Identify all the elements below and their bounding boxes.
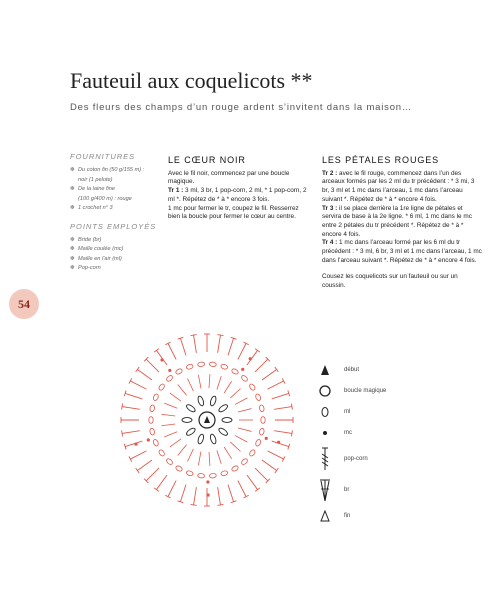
end-triangle-icon bbox=[318, 510, 332, 522]
supply-item: (100 g/400 m) : rouge bbox=[78, 195, 132, 202]
stitch-mark bbox=[235, 398, 247, 405]
stitch-mark bbox=[218, 487, 221, 505]
stitch-mark bbox=[268, 451, 284, 459]
chain-mark bbox=[175, 465, 183, 472]
chain-mark bbox=[240, 374, 248, 382]
petals-round-2: Tr 2 : avec le fil rouge, commencez dans l’un des arceaux formés par les 2 ml du tr précédent : * 3 mi, 3 br, 3 ml et 1 mc dans l’arceau, 1 mc dans l’arceau suivant *. Répétez de * à * encore 4 fois. bbox=[322, 169, 475, 203]
start-triangle-icon bbox=[318, 364, 332, 376]
chain-mark bbox=[209, 473, 216, 478]
legend-item-double-crochet: br bbox=[318, 477, 398, 503]
stitch-mark bbox=[209, 452, 210, 466]
stitch-mark bbox=[122, 431, 140, 434]
bullet-icon: ✽ bbox=[70, 236, 75, 243]
supply-item: ✽ Du coton fin (50 g/155 m) : bbox=[70, 166, 162, 176]
stitch-mark bbox=[255, 359, 268, 372]
stitch-mark bbox=[217, 376, 221, 389]
chain-mark bbox=[255, 393, 262, 401]
stitch-mark bbox=[194, 335, 197, 353]
stitch-mark bbox=[146, 359, 159, 372]
stitch-mark bbox=[247, 350, 258, 365]
stitch-mark bbox=[187, 449, 193, 462]
petals-round-4: Tr 4 : 1 mc dans l’arceau formé par les 6 ml du tr précédent : * 3 ml, 6 br, 3 ml et 1 mc dans l’arceau, 1 mc dans l’arceau suivant *. Répétez de * à * encore 4 fois. bbox=[322, 239, 482, 264]
stitch-mark bbox=[130, 381, 146, 389]
heart-heading: LE CŒUR NOIR bbox=[168, 155, 246, 165]
stitch-mark bbox=[137, 460, 152, 471]
slip-stitch-mark bbox=[277, 441, 280, 444]
stitch-mark bbox=[130, 451, 146, 459]
chain-oval-icon bbox=[318, 406, 332, 418]
slip-stitch-mark bbox=[206, 493, 209, 496]
bullet-icon: ✽ bbox=[70, 167, 75, 173]
legend-item-magic-ring: boucle magique bbox=[318, 383, 398, 399]
chain-mark bbox=[166, 374, 174, 382]
supplies-heading: FOURNITURES bbox=[70, 152, 136, 161]
chain-mark bbox=[240, 458, 248, 466]
chain-mark bbox=[220, 470, 228, 476]
stitch-mark bbox=[224, 447, 232, 459]
stitch-mark bbox=[272, 393, 289, 399]
chain-mark bbox=[186, 470, 194, 476]
chain-mark bbox=[152, 439, 159, 447]
stitch-mark bbox=[255, 349, 260, 353]
stitch-mark bbox=[274, 407, 292, 410]
chain-mark bbox=[255, 439, 262, 447]
supplies-sidebar bbox=[70, 152, 162, 274]
slip-stitch-mark bbox=[249, 357, 252, 360]
chain-mark bbox=[186, 364, 194, 370]
stitch-mark bbox=[218, 335, 221, 353]
stitch-mark bbox=[146, 468, 159, 481]
stitch-mark bbox=[224, 381, 232, 393]
stitch-mark bbox=[136, 468, 140, 473]
supply-item: noir (1 pelote) bbox=[78, 176, 113, 183]
popcorn-icon bbox=[318, 446, 332, 472]
stitches-heading: POINTS EMPLOYÉS bbox=[70, 221, 157, 231]
chain-mark bbox=[166, 458, 174, 466]
stitch-mark bbox=[230, 442, 240, 452]
chain-mark bbox=[158, 449, 166, 457]
legend bbox=[318, 362, 398, 529]
stitch-mark bbox=[262, 369, 277, 380]
stitch-mark bbox=[180, 338, 186, 355]
chain-mark bbox=[152, 393, 159, 401]
bullet-icon: ✽ bbox=[70, 255, 75, 262]
stitch-mark bbox=[209, 374, 210, 388]
stitch-mark bbox=[268, 381, 284, 389]
popcorn-mark bbox=[218, 427, 229, 437]
supply-item: ✽ De la laine fine bbox=[70, 185, 162, 195]
chain-mark bbox=[149, 417, 153, 424]
stitch-mark bbox=[168, 343, 176, 359]
stitch-mark bbox=[122, 430, 123, 436]
legend-item-end: fin bbox=[318, 508, 398, 524]
stitch-mark bbox=[217, 504, 223, 505]
slip-stitch-dot-icon bbox=[318, 428, 332, 438]
stitch-mark bbox=[187, 378, 193, 391]
chain-mark bbox=[249, 383, 257, 391]
stitch-mark bbox=[136, 367, 140, 372]
bullet-icon: ✽ bbox=[70, 265, 75, 271]
chain-mark bbox=[231, 368, 239, 375]
chain-mark bbox=[231, 465, 239, 472]
popcorn-mark bbox=[197, 434, 205, 445]
slip-stitch-mark bbox=[241, 368, 244, 371]
crochet-diagram bbox=[112, 330, 302, 520]
popcorn-mark bbox=[197, 395, 205, 406]
legend-item-slip-stitch: mc bbox=[318, 425, 398, 441]
stitch-mark bbox=[125, 441, 142, 447]
stitch-mark bbox=[291, 430, 292, 436]
chain-mark bbox=[158, 383, 166, 391]
chain-mark bbox=[175, 368, 183, 375]
stitch-mark bbox=[217, 335, 223, 336]
stitch-mark bbox=[122, 407, 140, 410]
bullet-icon: ✽ bbox=[70, 205, 75, 211]
stitch-mark bbox=[125, 393, 142, 399]
stitch-mark bbox=[154, 349, 159, 353]
popcorn-mark bbox=[185, 403, 196, 413]
stitch-mark bbox=[170, 393, 181, 401]
chain-mark bbox=[259, 428, 265, 436]
stitch-mark bbox=[255, 488, 260, 492]
chain-mark bbox=[149, 405, 155, 413]
stitch-mark bbox=[164, 432, 177, 437]
stitch-mark bbox=[228, 485, 234, 502]
chain-mark bbox=[149, 428, 155, 436]
stitch-mark bbox=[291, 404, 292, 410]
stitch-mark bbox=[247, 475, 258, 490]
stitch-item: ✽ Maille coulée (mc) bbox=[70, 245, 162, 255]
popcorn-mark bbox=[209, 395, 217, 406]
stitch-mark bbox=[238, 428, 252, 431]
slip-stitch-mark bbox=[265, 437, 268, 440]
popcorn-mark bbox=[182, 418, 192, 423]
popcorn-mark bbox=[222, 418, 232, 423]
magic-ring-icon bbox=[318, 384, 332, 398]
stitch-mark bbox=[170, 439, 181, 447]
legend-item-popcorn: pop-corn bbox=[318, 446, 398, 472]
stitch-mark bbox=[168, 481, 176, 497]
stitch-mark bbox=[198, 375, 201, 389]
chain-mark bbox=[198, 473, 205, 478]
stitch-mark bbox=[238, 343, 246, 359]
petals-round-3: Tr 3 : il se place derrière la 1re ligne de pétales et servira de base à la 2e ligne. * 6 ml, 1 mc dans le mc entre 2 pétales du tr précédent *. Répétez de * à * encore 4 fois. bbox=[322, 204, 472, 238]
chain-mark bbox=[220, 364, 228, 370]
page-subtitle: Des fleurs des champs d’un rouge ardent s’invitent dans la maison… bbox=[70, 102, 413, 113]
stitch-mark bbox=[180, 485, 186, 502]
stitch-mark bbox=[161, 414, 175, 416]
bullet-icon: ✽ bbox=[70, 186, 75, 192]
slip-stitch-mark bbox=[206, 480, 209, 483]
petals-instructions bbox=[322, 156, 482, 291]
stitch-mark bbox=[164, 403, 177, 408]
chain-mark bbox=[259, 405, 265, 413]
stitch-mark bbox=[178, 385, 187, 396]
stitch-mark bbox=[191, 504, 197, 505]
stitch-mark bbox=[178, 445, 187, 456]
popcorn-mark bbox=[185, 427, 196, 437]
start-mark bbox=[204, 416, 210, 423]
chain-mark bbox=[198, 362, 205, 367]
stitch-mark bbox=[198, 451, 201, 465]
legend-item-chain: ml bbox=[318, 404, 398, 420]
popcorn-mark bbox=[209, 434, 217, 445]
stitch-item: ✽ Pop-corn bbox=[70, 264, 162, 274]
stitch-mark bbox=[154, 488, 159, 492]
stitch-mark bbox=[272, 441, 289, 447]
stitch-mark bbox=[122, 404, 123, 410]
stitch-mark bbox=[230, 389, 240, 399]
petals-heading: LES PÉTALES ROUGES bbox=[322, 155, 440, 165]
stitch-mark bbox=[275, 367, 279, 372]
chain-mark bbox=[209, 362, 216, 367]
popcorn-mark bbox=[218, 403, 229, 413]
stitch-mark bbox=[235, 435, 247, 442]
stitch-mark bbox=[262, 460, 277, 471]
petals-closing: Cousez les coquelicots sur un fauteuil ou sur un coussin. bbox=[322, 273, 458, 290]
stitch-mark bbox=[217, 450, 221, 463]
legend-item-start: début bbox=[318, 362, 398, 378]
stitch-mark bbox=[191, 335, 197, 336]
stitch-item: ✽ Bride (br) bbox=[70, 236, 162, 246]
heart-round-1: Tr 1 : 3 ml, 3 br, 1 pop-corn, 2 ml, * 1 pop-corn, 2 ml *. Répétez de * à * encore 3 fois. bbox=[168, 187, 307, 203]
slip-stitch-mark bbox=[160, 358, 163, 361]
chain-mark bbox=[249, 449, 257, 457]
slip-stitch-mark bbox=[134, 443, 137, 446]
stitch-mark bbox=[238, 481, 246, 497]
supply-item: ✽ 1 crochet n° 3 bbox=[70, 204, 162, 214]
stitch-mark bbox=[274, 431, 292, 434]
slip-stitch-mark bbox=[168, 369, 171, 372]
chain-mark bbox=[261, 417, 265, 424]
heart-closing: 1 mc pour fermer le tr, coupez le fil. Resserrez bien la boucle pour fermer le cœur au centre. bbox=[168, 204, 299, 221]
stitch-mark bbox=[255, 468, 268, 481]
stitch-mark bbox=[161, 424, 175, 426]
stitch-mark bbox=[194, 487, 197, 505]
stitch-item: ✽ Maille en l’air (ml) bbox=[70, 255, 162, 265]
stitch-mark bbox=[238, 409, 252, 412]
stitch-mark bbox=[228, 338, 234, 355]
stitch-mark bbox=[275, 468, 279, 473]
stitch-mark bbox=[156, 350, 167, 365]
slip-stitch-mark bbox=[147, 438, 150, 441]
heart-intro: Avec le fil noir, commencez par une boucle magique. bbox=[168, 169, 290, 186]
heart-instructions bbox=[168, 156, 311, 222]
bullet-icon: ✽ bbox=[70, 246, 75, 252]
page-number-badge: 54 bbox=[9, 289, 39, 319]
stitch-mark bbox=[137, 369, 152, 380]
double-crochet-icon bbox=[318, 477, 332, 503]
page-title: Fauteuil aux coquelicots ** bbox=[70, 68, 313, 93]
stitch-mark bbox=[156, 475, 167, 490]
